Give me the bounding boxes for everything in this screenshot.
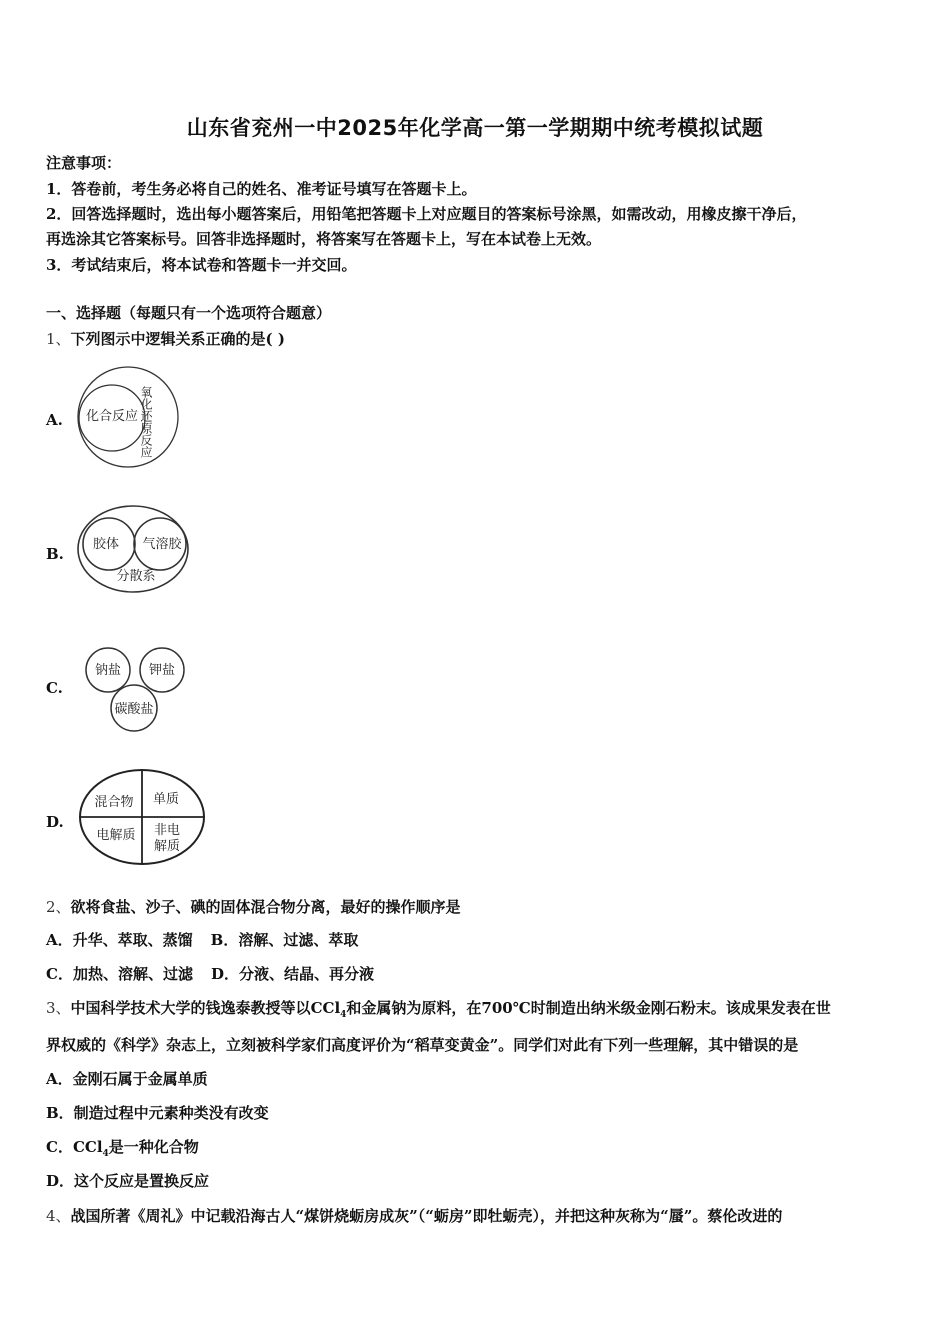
q2-option-b: B．溶解、过滤、萃取 <box>210 931 359 949</box>
q3-option-c <box>46 1136 199 1159</box>
q1-option-d-label: D. <box>46 813 64 831</box>
q3-option-c-label: C． <box>46 1138 73 1156</box>
non-electrolyte-label-1: 非电 <box>153 823 181 838</box>
question-4-number: 4、 <box>46 1207 71 1225</box>
q2-option-d: D．分液、结晶、再分液 <box>210 965 374 983</box>
q2-options-row-1 <box>46 929 358 950</box>
q1-option-c-diagram <box>76 646 194 734</box>
question-2-number: 2、 <box>46 898 71 916</box>
question-3-line-2: 界权威的《科学》杂志上，立刻被科学家们高度评价为“稻草变黄金”。同学们对此有下列一些理解，其中错误的是 <box>46 1036 799 1054</box>
q2-option-a: A．升华、萃取、蒸馏 <box>46 931 193 949</box>
question-4-text: 战国所著《周礼》中记载沿海古人“煤饼烧蛎房成灰”（“蛎房”即牡蛎壳），并把这种灰称为“蜃”。蔡伦改进的 <box>70 1207 783 1225</box>
question-2-text: 欲将食盐、沙子、碘的固体混合物分离，最好的操作顺序是 <box>70 898 461 916</box>
question-1-text: 下列图示中逻辑关系正确的是( ) <box>70 330 285 348</box>
question-1-number: 1、 <box>46 330 71 348</box>
question-3-line-1 <box>46 997 831 1020</box>
page-title: 山东省兖州一中2025年化学高一第一学期期中统考模拟试题 <box>186 116 764 140</box>
element-label: 单质 <box>152 792 180 807</box>
q2-options-row-2 <box>46 963 374 984</box>
q3-option-c-formula: CCl <box>72 1138 103 1156</box>
question-4 <box>46 1205 782 1226</box>
q1-option-d-diagram <box>76 766 208 870</box>
electrolyte-label: 电解质 <box>96 828 136 843</box>
notice-heading: 注意事项： <box>46 154 122 172</box>
colloid-label: 胶体 <box>92 537 120 552</box>
question-1 <box>46 328 285 349</box>
q1-option-a-diagram <box>74 364 186 470</box>
temperature: 700℃ <box>481 999 531 1017</box>
potassium-salt-label: 钾盐 <box>148 663 176 678</box>
q3-option-d: D．这个反应是置换反应 <box>46 1172 210 1190</box>
q3-option-c-text: 是一种化合物 <box>108 1138 199 1156</box>
sodium-salt-label: 钠盐 <box>94 663 122 678</box>
section-heading: 一、选择题（每题只有一个选项符合题意） <box>46 304 332 322</box>
q1-option-a-label: A. <box>46 411 63 429</box>
question-3-text-b: 和金属钠为原料，在 <box>346 999 482 1017</box>
non-electrolyte-label-2: 解质 <box>153 839 181 854</box>
question-2 <box>46 896 461 917</box>
q1-option-b-diagram <box>76 504 194 596</box>
q2-option-c: C．加热、溶解、过滤 <box>46 965 193 983</box>
redox-label: 氧化还原反应 <box>139 386 153 458</box>
notice-item-1: 1．答卷前，考生务必将自己的姓名、准考证号填写在答题卡上。 <box>46 180 477 198</box>
q3-option-b: B．制造过程中元素种类没有改变 <box>46 1104 269 1122</box>
notice-item-3: 3．考试结束后，将本试卷和答题卡一并交回。 <box>46 256 357 274</box>
dispersion-label: 分散系 <box>116 569 156 584</box>
q1-option-b-label: B. <box>46 545 64 563</box>
q3-option-c-subscript: 4 <box>102 1149 109 1159</box>
combination-label: 化合反应 <box>85 409 139 424</box>
question-3-text-a: 中国科学技术大学的钱逸泰教授等以 <box>70 999 311 1017</box>
carbonate-label: 碳酸盐 <box>114 702 154 717</box>
aerosol-label: 气溶胶 <box>142 537 182 552</box>
notice-item-2-cont: 再选涂其它答案标号。回答非选择题时，将答案写在答题卡上，写在本试卷上无效。 <box>46 230 602 248</box>
q1-option-c-label: C. <box>46 679 63 697</box>
ccl4-subscript: 4 <box>340 1010 347 1020</box>
mixture-label: 混合物 <box>94 795 134 810</box>
question-3-number: 3、 <box>46 999 71 1017</box>
q3-option-a: A．金刚石属于金属单质 <box>46 1070 208 1088</box>
question-3-text-c: 时制造出纳米级金刚石粉末。该成果发表在世 <box>530 999 831 1017</box>
ccl4-formula: CCl <box>310 999 341 1017</box>
notice-item-2: 2．回答选择题时，选出每小题答案后，用铅笔把答题卡上对应题目的答案标号涂黑，如需改动，用橡皮擦干净后， <box>46 205 807 223</box>
